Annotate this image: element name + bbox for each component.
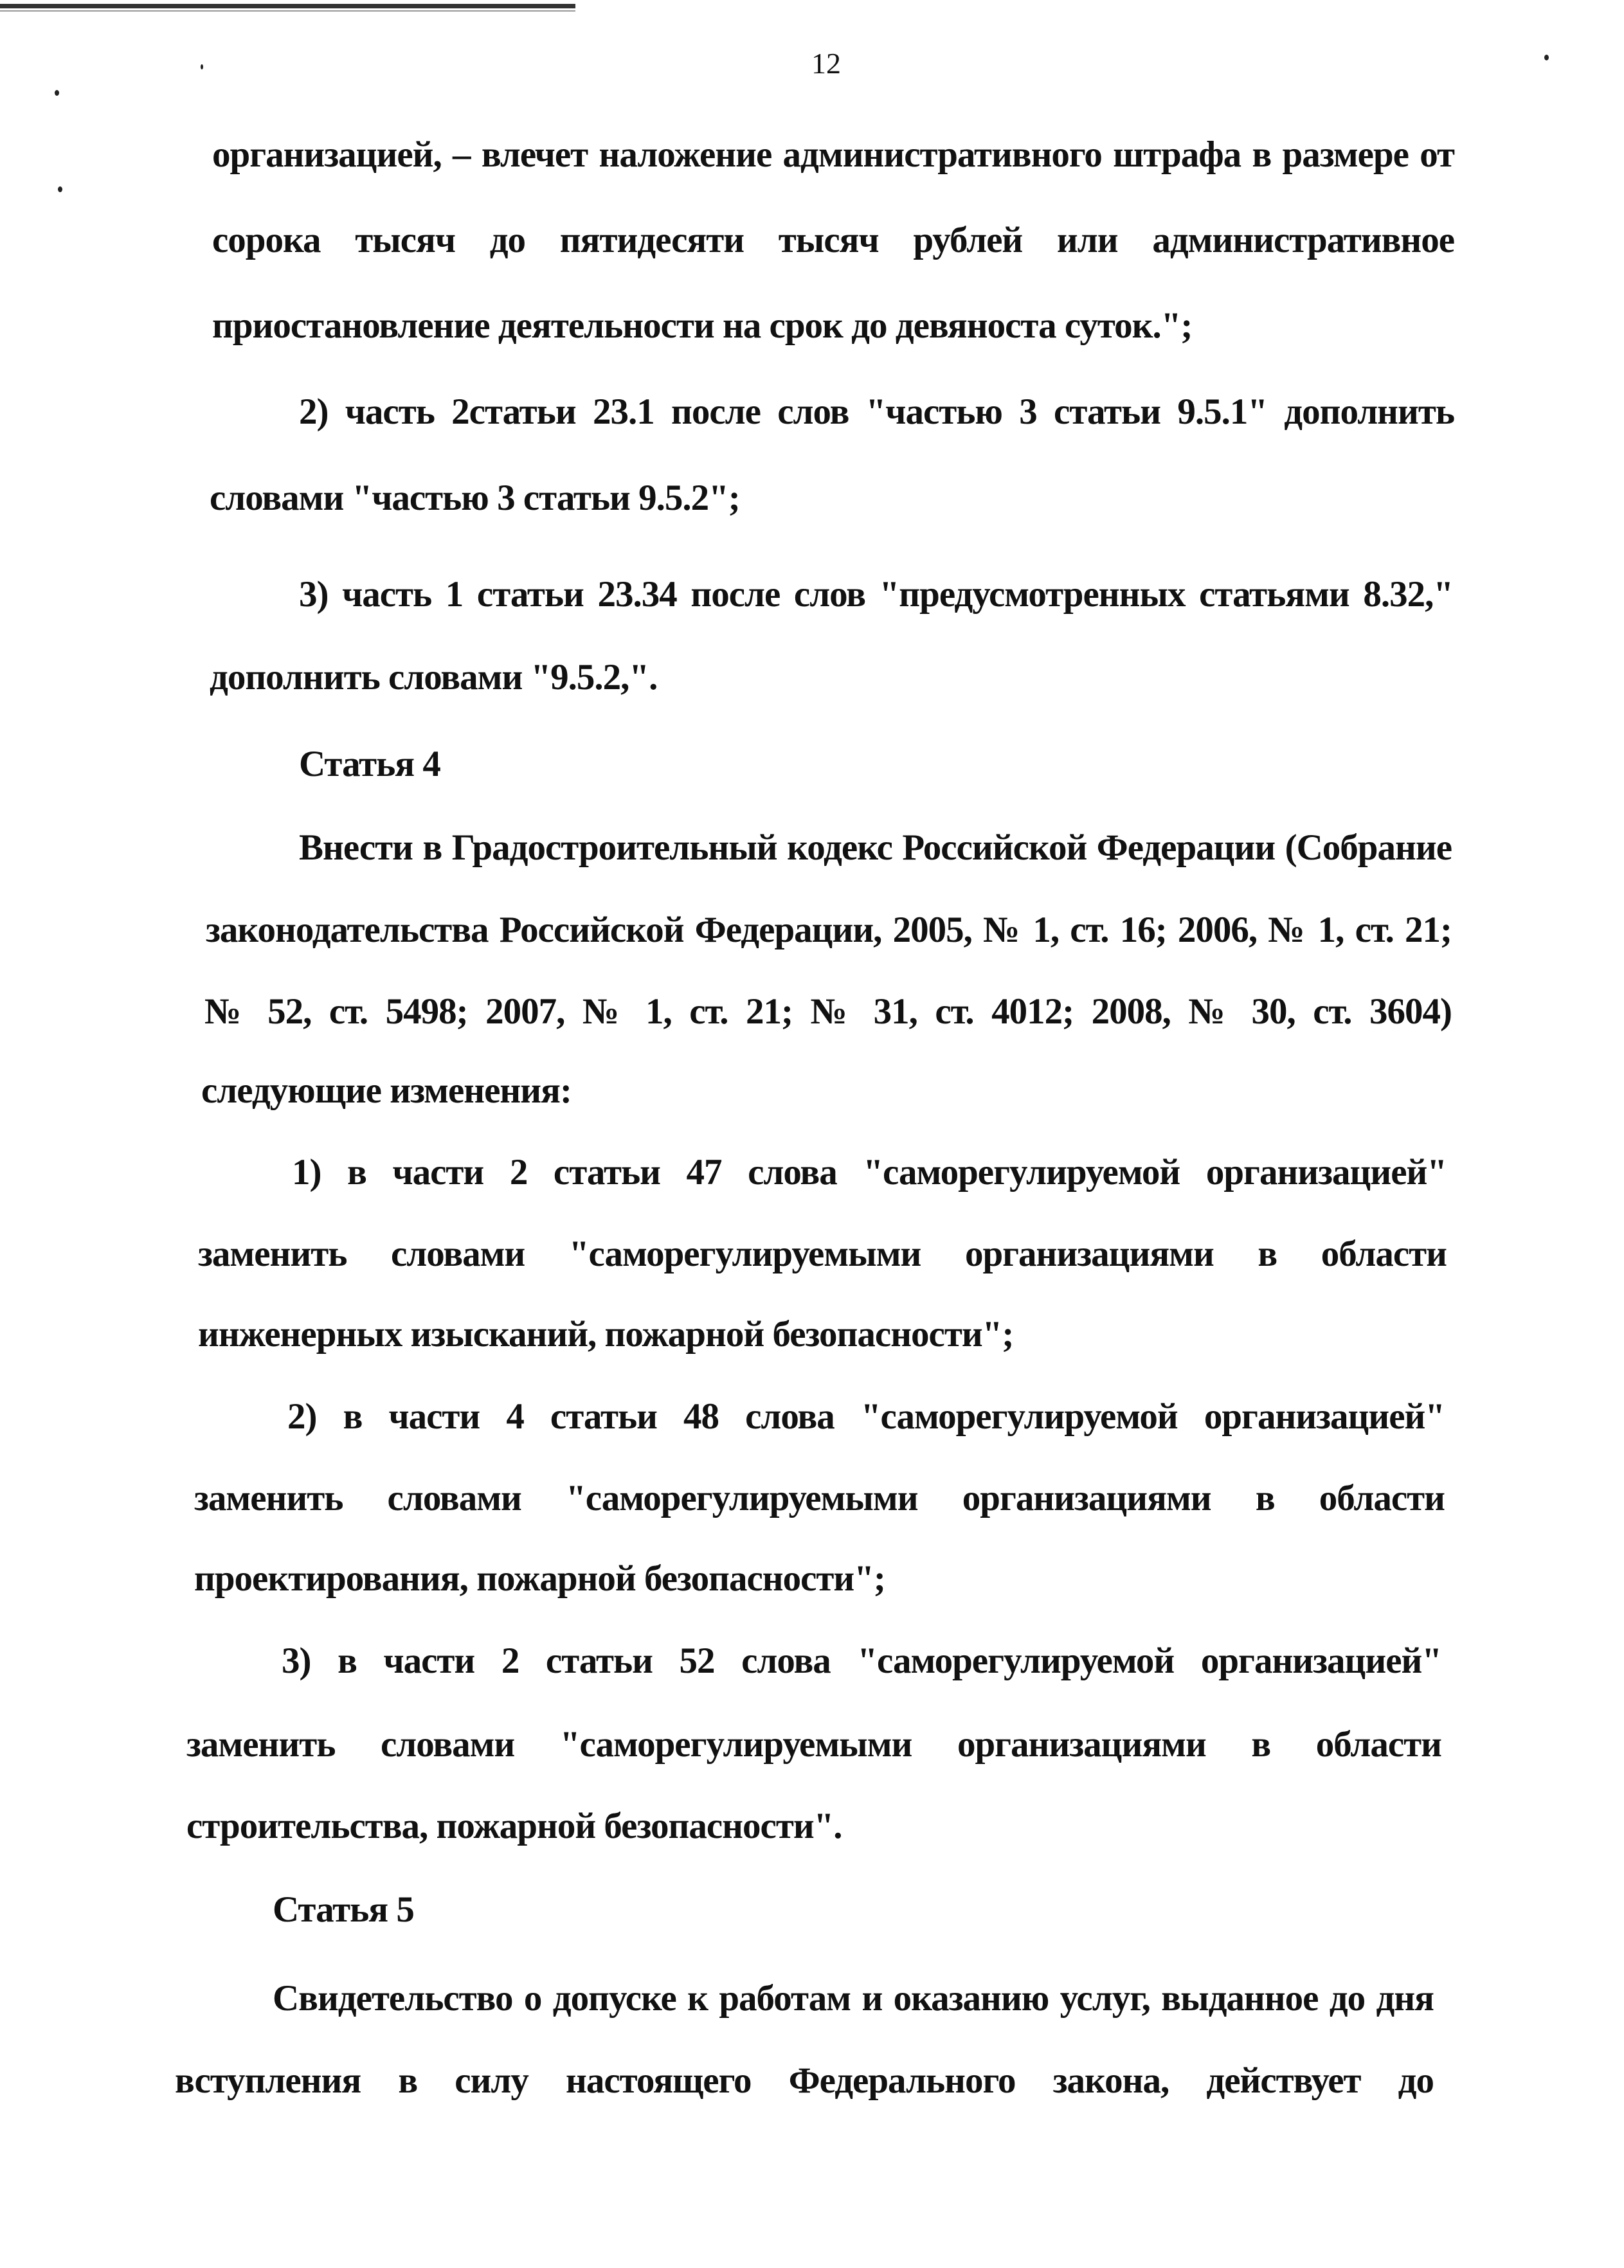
scan-speck	[55, 90, 59, 96]
text-line: строительства, пожарной безопасности".	[186, 1806, 842, 1846]
text-line: 3) часть 1 статьи 23.34 после слов "предусмотренных статьями 8.32,"	[299, 574, 1453, 615]
article-heading: Статья 5	[273, 1889, 414, 1930]
scan-edge-rule	[0, 4, 575, 8]
scan-speck	[58, 186, 62, 192]
text-line: 2) в части 4 статьи 48 слова "саморегулируемой организацией"	[287, 1396, 1445, 1437]
scan-speck	[201, 64, 203, 69]
text-line: заменить словами "саморегулируемыми организациями в области	[194, 1478, 1445, 1518]
text-line: заменить словами "саморегулируемыми организациями в области	[186, 1724, 1441, 1765]
text-line: инженерных изысканий, пожарной безопасности";	[198, 1314, 1014, 1354]
scan-speck	[1544, 55, 1549, 60]
text-line: дополнить словами "9.5.2,".	[210, 657, 658, 698]
text-line: Свидетельство о допуске к работам и оказанию услуг, выданное до дня	[273, 1978, 1434, 2019]
text-line: сорока тысяч до пятидесяти тысяч рублей или административное	[212, 220, 1454, 260]
text-line: Внести в Градостроительный кодекс Российской Федерации (Собрание	[299, 827, 1452, 868]
text-line: организацией, – влечет наложение административного штрафа в размере от	[212, 134, 1454, 175]
text-line: 1) в части 2 статьи 47 слова "саморегулируемой организацией"	[292, 1152, 1447, 1192]
text-line: 3) в части 2 статьи 52 слова "саморегулируемой организацией"	[282, 1641, 1441, 1681]
page-number: 12	[811, 47, 841, 80]
text-line: законодательства Российской Федерации, 2005, № 1, ст. 16; 2006, № 1, ст. 21;	[206, 910, 1452, 950]
text-line: вступления в силу настоящего Федерального закона, действует до	[175, 2060, 1434, 2101]
text-line: № 52, ст. 5498; 2007, № 1, ст. 21; № 31, ст. 4012; 2008, № 30, ст. 3604)	[204, 991, 1452, 1032]
text-line: приостановление деятельности на срок до девяноста суток.";	[212, 305, 1193, 346]
text-line: заменить словами "саморегулируемыми организациями в области	[198, 1234, 1447, 1274]
text-line: следующие изменения:	[201, 1070, 572, 1111]
text-line: словами "частью 3 статьи 9.5.2";	[210, 478, 740, 518]
article-heading: Статья 4	[299, 744, 440, 784]
scan-edge-rule	[0, 10, 575, 12]
text-line: 2) часть 2статьи 23.1 после слов "частью 3 статьи 9.5.1" дополнить	[299, 392, 1454, 432]
text-line: проектирования, пожарной безопасности";	[194, 1558, 885, 1599]
